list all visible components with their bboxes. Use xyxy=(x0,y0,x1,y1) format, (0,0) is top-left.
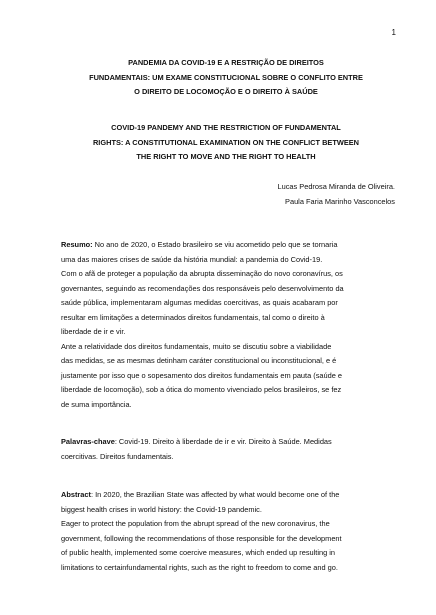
abstract-line: Eager to protect the population from the abrupt spread of the new coronavirus, the xyxy=(61,519,330,528)
abstract-line: limitations to certainfundamental rights, such as the right to freedom to come and go. xyxy=(61,562,338,572)
authors xyxy=(278,180,396,209)
title-pt-line: PANDEMIA DA COVID-19 E A RESTRIÇÃO DE DIREITOS xyxy=(128,58,324,67)
resumo-line: liberdade de ir e vir. xyxy=(61,327,126,336)
resumo-line: resultar em limitações a determinados direitos fundamentais, tal como o direito à xyxy=(61,312,325,322)
abstract-line: of public health, implemented some coercive measures, which ended up resulting in xyxy=(61,548,336,557)
abstract-label: Abstract xyxy=(61,490,91,499)
title-pt-line: FUNDAMENTAIS: UM EXAME CONSTITUCIONAL SOBRE O CONFLITO ENTRE xyxy=(89,72,363,82)
resumo-line: de suma importância. xyxy=(61,399,132,409)
keywords-line xyxy=(61,435,397,450)
resumo-line: justamente por isso que o sopesamento dos direitos fundamentais em pauta (saúde e xyxy=(61,370,343,380)
title-english xyxy=(58,121,394,165)
title-en-line: COVID-19 PANDEMY AND THE RESTRICTION OF FUNDAMENTAL xyxy=(111,123,341,132)
resumo-line: liberdade de locomoção), sob a ótica do momento vivenciado pelos brasileiros, se fez xyxy=(61,385,342,394)
keywords-section xyxy=(61,435,397,464)
keywords-text: : Covid-19. Direito à liberdade de ir e vir. Direito à Saúde. Medidas xyxy=(114,437,332,446)
abstract-line: government, following the recommendations of those responsible for the development xyxy=(61,533,342,543)
keywords-line: coercitivas. Direitos fundamentais. xyxy=(61,451,174,461)
abstract-section xyxy=(61,488,397,575)
abstract-line xyxy=(61,488,397,503)
resumo-line xyxy=(61,238,397,253)
page-number: 1 xyxy=(391,28,396,37)
resumo-label: Resumo: xyxy=(61,240,93,249)
resumo-line: Ante a relatividade dos direitos fundamentais, muito se discutiu sobre a viabilidade xyxy=(61,341,332,351)
author-name: Lucas Pedrosa Miranda de Oliveira. xyxy=(277,182,395,191)
resumo-text: No ano de 2020, o Estado brasileiro se viu acometido pelo que se tornaria xyxy=(92,240,338,249)
resumo-section xyxy=(61,238,397,412)
resumo-line: das medidas, se as mesmas detinham caráter constitucional ou inconstitucional, e é xyxy=(61,356,337,365)
abstract-text: : In 2020, the Brazilian State was affected by what would become one of the xyxy=(90,490,340,499)
resumo-line: uma das maiores crises de saúde da história mundial: a pandemia do Covid-19. xyxy=(61,254,323,264)
resumo-line: saúde pública, implementaram algumas medidas coercitivas, as quais acabaram por xyxy=(61,298,338,307)
title-pt-line: O DIREITO DE LOCOMOÇÃO E O DIREITO À SAÚDE xyxy=(134,87,318,96)
resumo-line: Com o afã de proteger a população da abrupta disseminação do novo coronavírus, os xyxy=(61,269,343,278)
resumo-line: governantes, seguindo as recomendações dos responsáveis pelo desenvolvimento da xyxy=(61,283,344,293)
title-en-line: THE RIGHT TO MOVE AND THE RIGHT TO HEALTH xyxy=(136,152,316,161)
keywords-label: Palavras-chave xyxy=(61,437,115,446)
abstract-line: biggest health crises in world history: the Covid-19 pandemic. xyxy=(61,504,262,514)
title-en-line: RIGHTS: A CONSTITUTIONAL EXAMINATION ON THE CONFLICT BETWEEN xyxy=(92,137,360,147)
title-portuguese xyxy=(58,56,394,100)
author-name: Paula Faria Marinho Vasconcelos xyxy=(285,196,395,206)
